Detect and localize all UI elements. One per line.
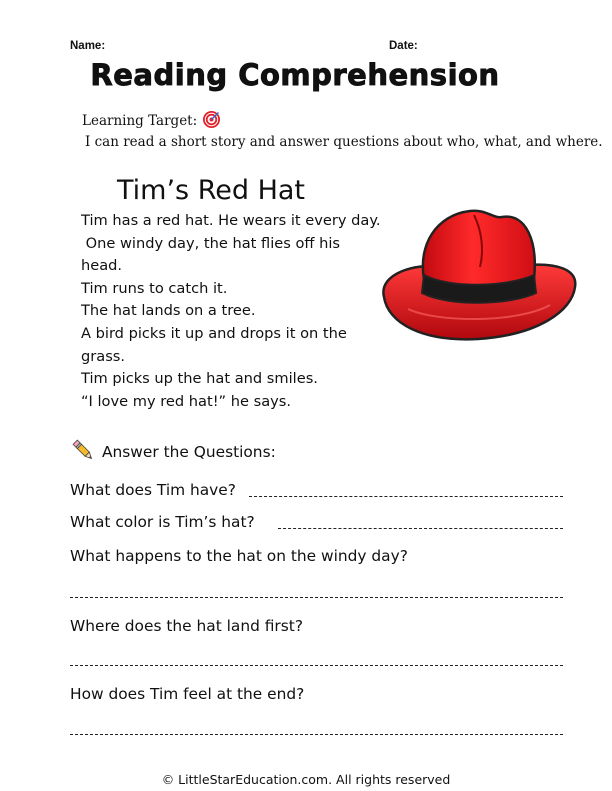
story-line: Tim picks up the hat and smiles. — [81, 370, 318, 388]
story-line: A bird picks it up and drops it on the — [81, 324, 347, 342]
story-line: Tim has a red hat. He wears it every day. — [81, 212, 381, 229]
story-line: One windy day, the hat flies off his — [81, 234, 341, 252]
story-line: “I love my red hat!” he says. — [81, 392, 292, 410]
target-icon — [203, 111, 220, 132]
story-title: Tim’s Red Hat — [117, 175, 306, 206]
story-line: Tim runs to catch it. — [81, 279, 228, 297]
answer-line-3[interactable] — [70, 597, 563, 598]
question-4: Where does the hat land first? — [70, 617, 303, 635]
copyright-footer: © LittleStarEducation.com. All rights reserved — [161, 772, 451, 787]
name-label: Name: — [70, 40, 106, 52]
learning-target-text: I can read a short story and answer questions about who, what, and where. — [85, 134, 603, 150]
story-line: grass. — [81, 347, 126, 365]
answer-line-5[interactable] — [70, 734, 563, 735]
question-1: What does Tim have? — [70, 481, 236, 499]
red-hat-illustration — [378, 205, 578, 351]
story-body — [81, 210, 381, 413]
story-line: The hat lands on a tree. — [81, 302, 256, 320]
question-5: How does Tim feel at the end? — [70, 685, 305, 703]
learning-target — [82, 111, 220, 132]
pencil-icon — [70, 437, 96, 467]
story-line: head. — [81, 257, 123, 275]
questions-heading: Answer the Questions: — [102, 443, 276, 461]
question-2: What color is Tim’s hat? — [70, 513, 255, 531]
answer-line-4[interactable] — [70, 665, 563, 666]
learning-target-label: Learning Target: — [82, 113, 198, 129]
page-title: Reading Comprehension — [90, 58, 500, 92]
date-label: Date: — [389, 40, 418, 52]
answer-line-1[interactable] — [249, 496, 563, 497]
answer-line-2[interactable] — [278, 528, 563, 529]
question-3: What happens to the hat on the windy day? — [70, 547, 408, 565]
